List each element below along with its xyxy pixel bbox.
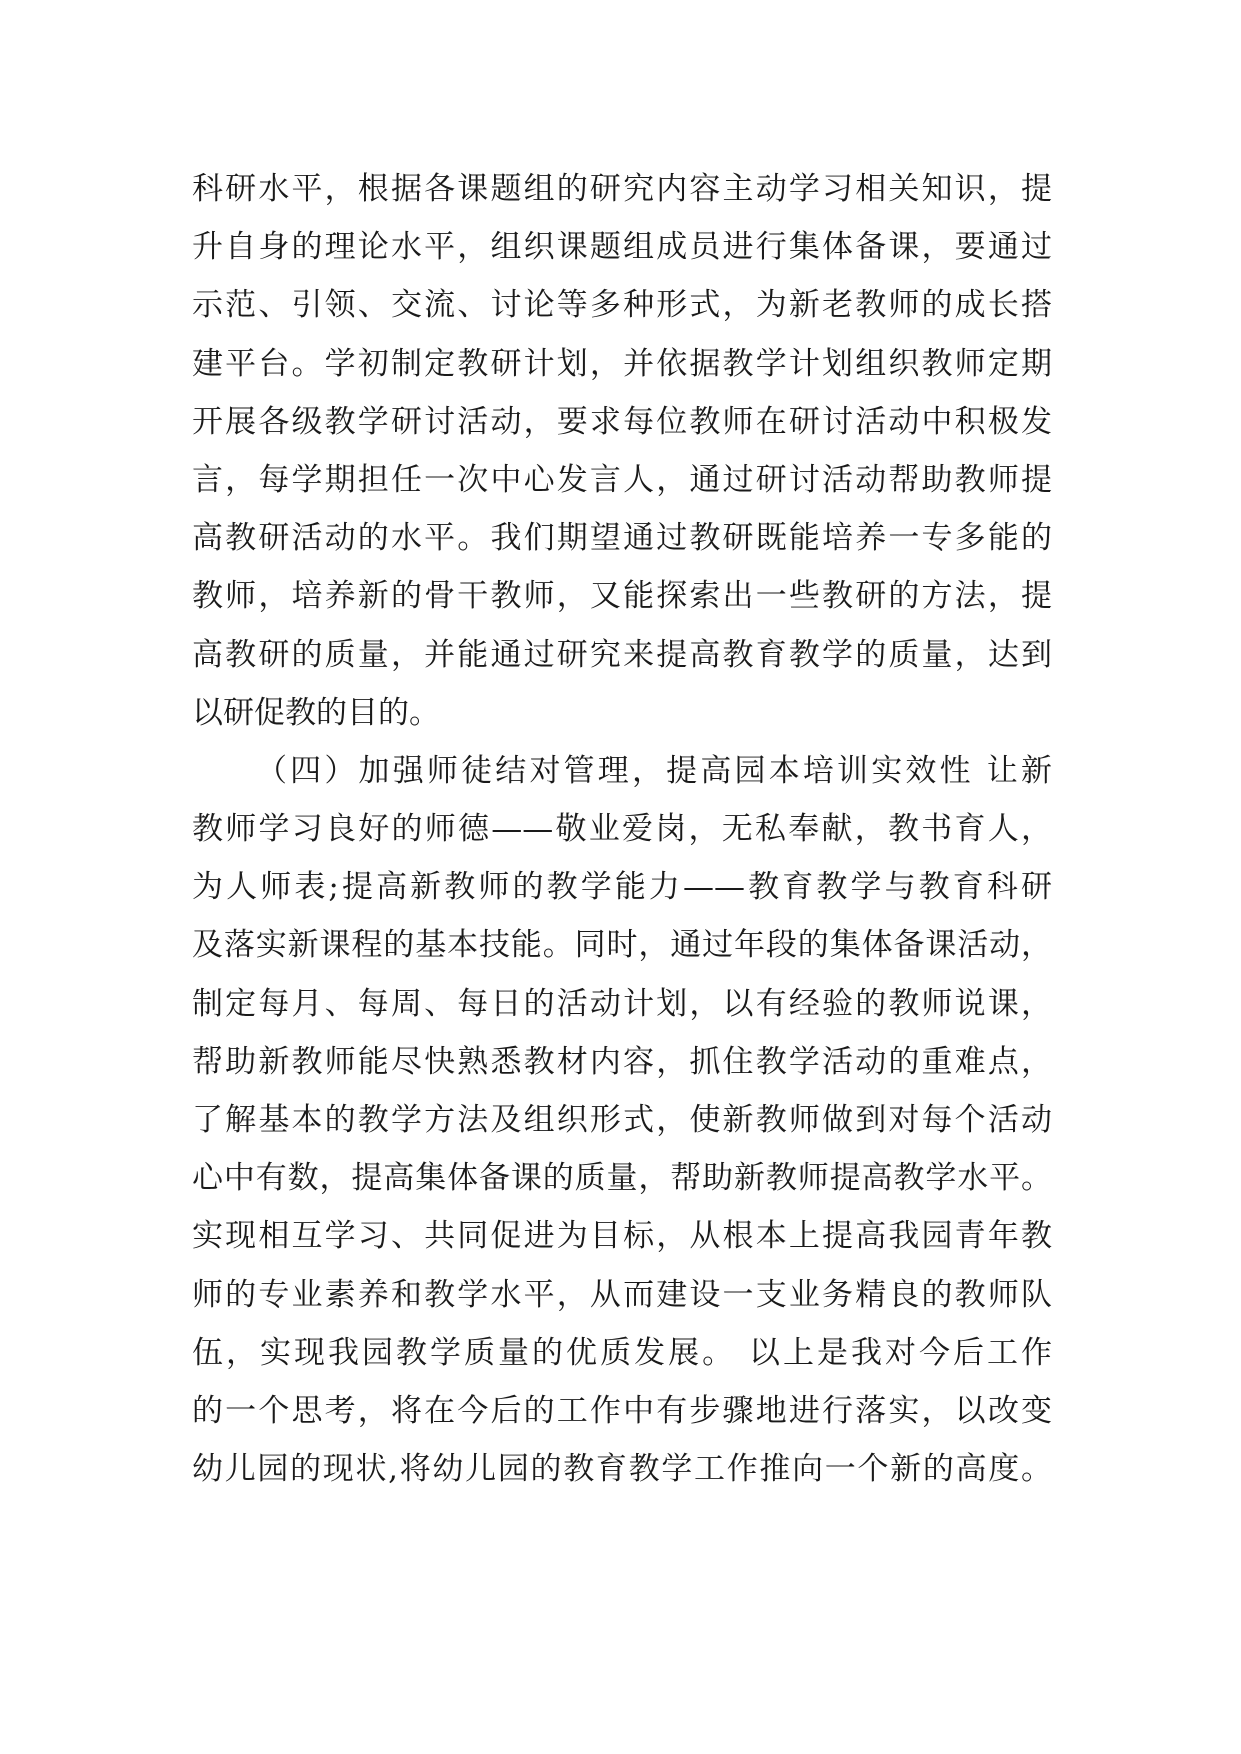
text-line: 开展各级教学研讨活动，要求每位教师在研讨活动中积极发	[192, 403, 1052, 440]
text-line: 幼儿园的现状,将幼儿园的教育教学工作推向一个新的高度。	[192, 1451, 1052, 1488]
text-line: 科研水平，根据各课题组的研究内容主动学习相关知识，提	[192, 171, 1052, 207]
text-line: 教师，培养新的骨干教师，又能探索出一些教研的方法，提	[192, 578, 1052, 615]
text-line: 升自身的理论水平，组织课题组成员进行集体备课，要通过	[192, 229, 1052, 266]
body-text	[192, 160, 1052, 1498]
text-line: 高教研活动的水平。我们期望通过教研既能培养一专多能的	[192, 520, 1052, 557]
text-line: 建平台。学初制定教研计划，并依据教学计划组织教师定期	[192, 345, 1052, 382]
text-line: 制定每月、每周、每日的活动计划，以有经验的教师说课，	[192, 985, 1052, 1022]
text-line: 的一个思考，将在今后的工作中有步骤地进行落实，以改变	[192, 1392, 1052, 1429]
text-line: 示范、引领、交流、讨论等多种形式，为新老教师的成长搭	[192, 287, 1052, 324]
text-line: 实现相互学习、共同促进为目标，从根本上提高我园青年教	[192, 1218, 1052, 1255]
text-line: 伍，实现我园教学质量的优质发展。 以上是我对今后工作	[192, 1334, 1052, 1371]
text-line: 师的专业素养和教学水平，从而建设一支业务精良的教师队	[192, 1276, 1052, 1313]
text-line: 言，每学期担任一次中心发言人，通过研讨活动帮助教师提	[192, 461, 1052, 498]
text-line: 了解基本的教学方法及组织形式，使新教师做到对每个活动	[192, 1102, 1052, 1138]
text-line: 以研促教的目的。	[192, 694, 440, 731]
text-line: 心中有数，提高集体备课的质量，帮助新教师提高教学水平。	[192, 1160, 1052, 1197]
text-line: 高教研的质量，并能通过研究来提高教育教学的质量，达到	[192, 636, 1052, 673]
text-line: 及落实新课程的基本技能。同时，通过年段的集体备课活动，	[192, 927, 1052, 964]
text-line: 为人师表;提高新教师的教学能力——教育教学与教育科研	[192, 869, 1052, 906]
section-heading-line: （四）加强师徒结对管理，提高园本培训实效性 让新	[256, 752, 1052, 789]
text-line: 帮助新教师能尽快熟悉教材内容，抓住教学活动的重难点，	[192, 1043, 1052, 1080]
text-line: 教师学习良好的师德——敬业爱岗，无私奉献，教书育人，	[192, 811, 1052, 848]
